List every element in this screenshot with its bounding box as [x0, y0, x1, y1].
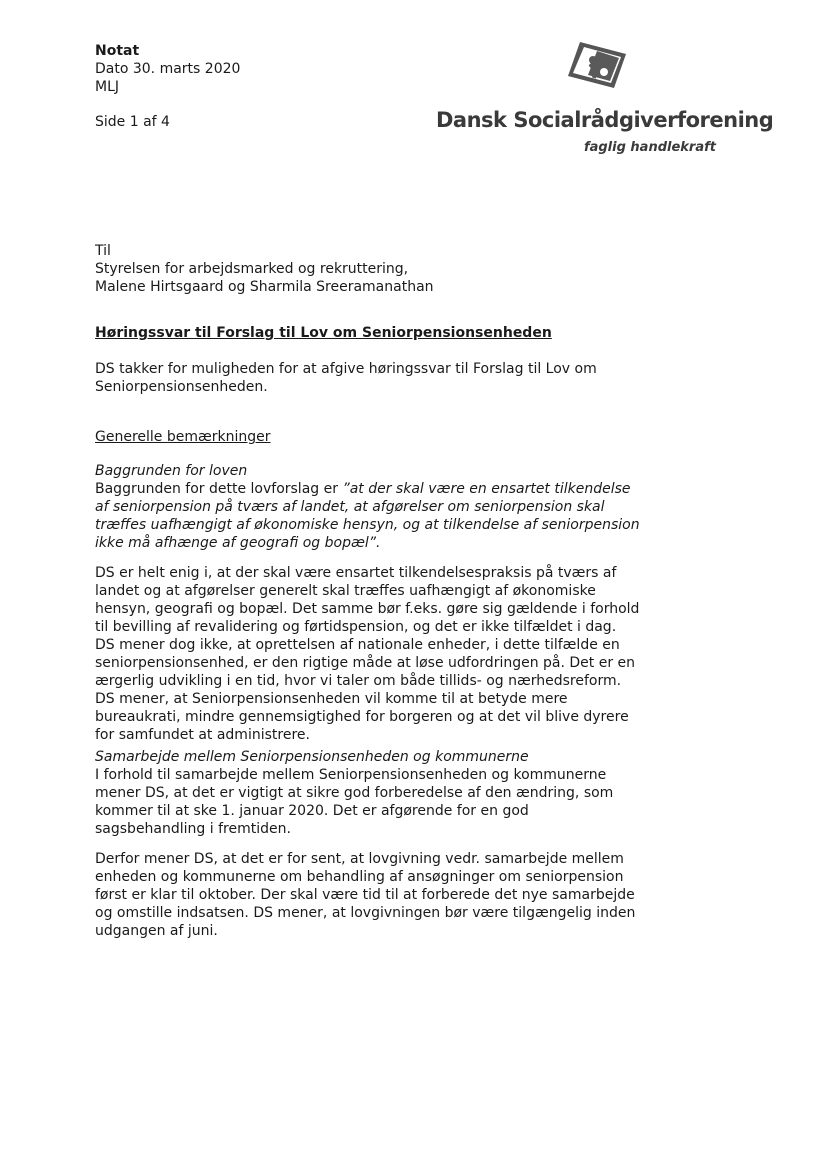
doc-initials: MLJ [95, 79, 120, 95]
doc-date: Dato 30. marts 2020 [95, 61, 241, 77]
recipient-line-1: Styrelsen for arbejdsmarked og rekruttering, [95, 261, 409, 277]
final-paragraph: Derfor mener DS, at det er for sent, at lovgivning vedr. samarbejde mellem enheden og kommunerne om behandling af ansøgninger om seniorpension først er klar til oktober. Der skal være tid til at forberede det nye samarbejde og omstille indsatsen. DS mener, at lovgivningen bør være tilgængelig inden udgangen af juni. [95, 851, 636, 939]
cooperation-paragraph: I forhold til samarbejde mellem Seniorpensionsenheden og kommunerne mener DS, at det er vigtigt at sikre god forberedelse af den ændring, som kommer til at ske 1. januar 2020. Det er afgørende for en god sagsbehandling i fremtiden. [95, 767, 614, 837]
subheading-background: Baggrunden for loven [95, 463, 248, 479]
ds-opinion-paragraph: DS er helt enig i, at der skal være ensartet tilkendelsespraksis på tværs af landet og at afgørelser generelt skal træffes uafhængigt af økonomiske hensyn, geografi og bopæl. Det samme bør f.eks. gøre sig gældende i forhold til bevilling af revalidering og førtidspension, og det er ikke tilfældet i dag. DS mener dog ikke, at oprettelsen af nationale enheder, i dette tilfælde en seniorpensionsenhed, er den rigtige måde at løse udfordringen på. Det er en ærgerlig udvikling i en tid, hvor vi taler om både tillids- og nærhedsreform. DS mener, at Seniorpensionsenheden vil komme til at betyde mere bureaukrati, mindre gennemsigtighed for borgeren og at det vil blive dyrere for samfundet at administrere. [95, 565, 640, 743]
subheading-cooperation: Samarbejde mellem Seniorpensionsenheden og kommunerne [95, 749, 529, 765]
recipient-block [95, 242, 434, 296]
background-quote: ”at der skal være en ensartet tilkendelse af seniorpension på tværs af landet, at afgørelser om seniorpension skal træffes uafhængigt af økonomiske hensyn, og at tilkendelse af seniorpension ikke må afhænge af geografi og bopæl”. [95, 481, 640, 551]
logo-name: Dansk Socialrådgiverforening [436, 108, 774, 132]
background-lead: Baggrunden for dette lovforslag er [95, 481, 343, 497]
page-number: Side 1 af 4 [95, 114, 170, 130]
document-meta [95, 42, 240, 96]
intro-paragraph: DS takker for muligheden for at afgive høringssvar til Forslag til Lov om Seniorpensionsenheden. [95, 361, 597, 395]
logo-tagline: faglig handlekraft [583, 140, 716, 155]
logo-icon [566, 40, 628, 90]
recipient-label: Til [95, 243, 111, 259]
section-heading-general: Generelle bemærkninger [95, 429, 271, 445]
doc-type: Notat [95, 43, 140, 59]
recipient-line-2: Malene Hirtsgaard og Sharmila Sreeramanathan [95, 279, 434, 295]
subject-heading: Høringssvar til Forslag til Lov om Seniorpensionsenheden [95, 325, 552, 341]
background-paragraph [95, 480, 640, 552]
